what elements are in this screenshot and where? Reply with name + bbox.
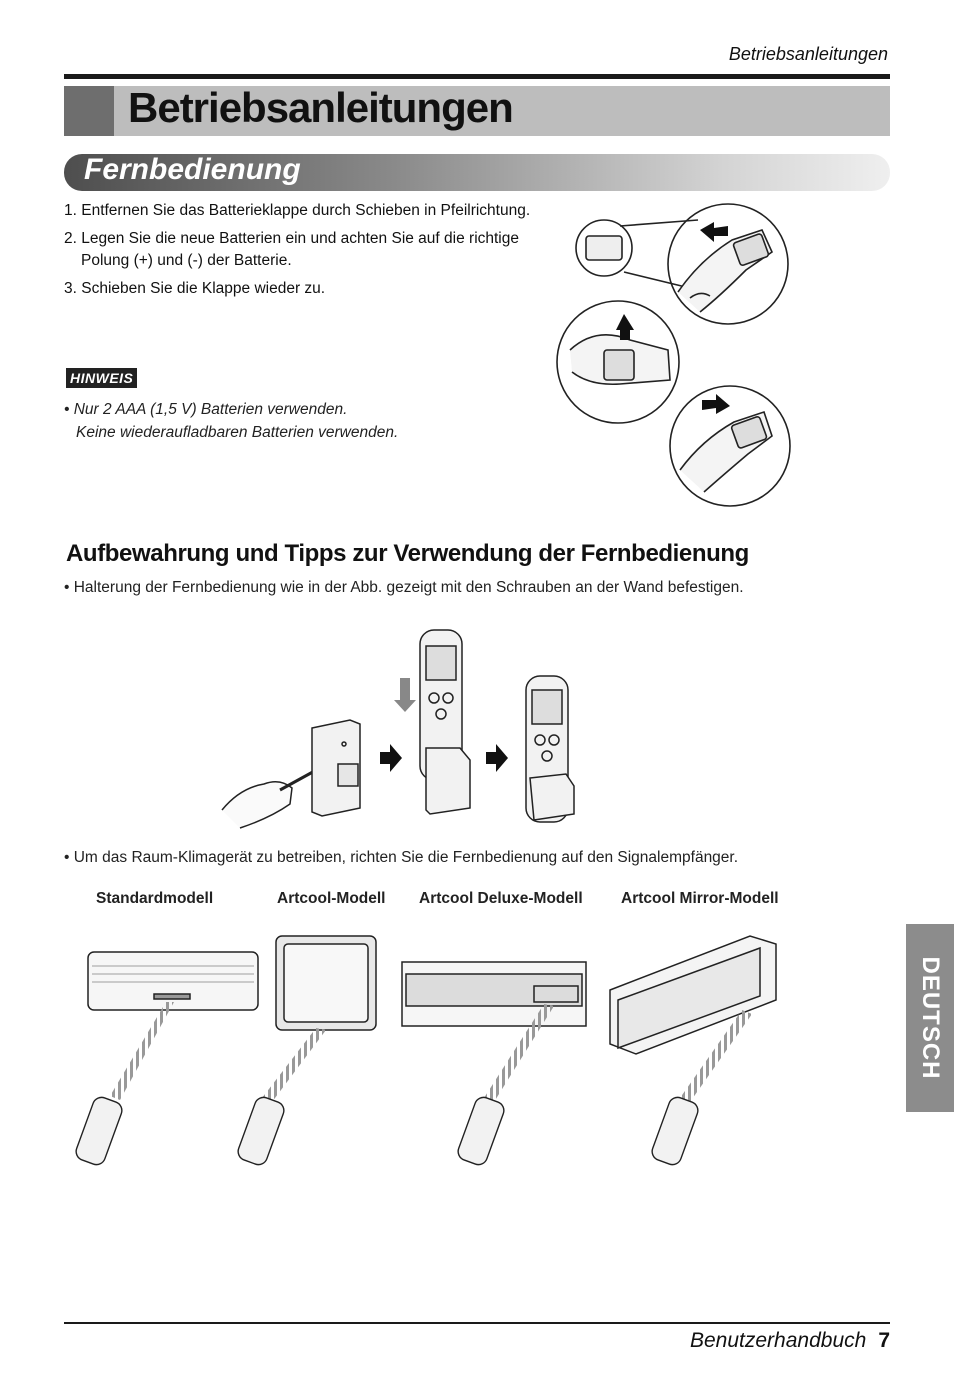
model-label-standard: Standardmodell [96,890,214,907]
model-label-artcool: Artcool-Modell [277,890,386,907]
arrow-left-icon [700,222,728,242]
step-1: 1. Entfernen Sie das Batterieklappe durch Schieben in Pfeilrichtung. [64,202,531,219]
footer-label: Benutzerhandbuch [690,1329,867,1352]
storage-bullet-1: • Halterung der Fernbedienung wie in der Abb. gezeigt mit den Schrauben an der Wand befestigen. [64,579,744,596]
arrow-right-icon [380,744,402,772]
remote-icon [74,1095,125,1167]
storage-bullet-2: • Um das Raum-Klimagerät zu betreiben, richten Sie die Fernbedienung auf den Signalempfänger. [64,849,739,866]
storage-heading: Aufbewahrung und Tipps zur Verwendung der Fernbedienung [66,540,749,567]
battery-steps [64,200,564,306]
note-line-2: Keine wiederaufladbaren Batterien verwenden. [76,424,399,441]
step-3: 3. Schieben Sie die Klappe wieder zu. [64,280,326,297]
arrow-down-icon [394,678,416,712]
remote-icon [456,1095,507,1167]
page-title: Betriebsanleitungen [128,84,513,131]
note-line-1: • Nur 2 AAA (1,5 V) Batterien verwenden. [64,401,348,418]
models-illustration [70,930,790,1170]
bottom-rule [64,1322,890,1324]
note-text [64,398,484,444]
holder-illustration [220,628,590,834]
note-label: HINWEIS [66,368,137,388]
battery-illustrations [550,200,800,512]
model-label-mirror: Artcool Mirror-Modell [621,890,779,907]
step-2: 2. Legen Sie die neue Batterien ein und achten Sie auf die richtige Polung (+) und (-) der Batterie. [64,230,519,269]
standard-unit-icon [88,952,258,1010]
signal-beam-icon [262,1028,326,1102]
page-number: 7 [878,1329,890,1352]
language-tab-label: DEUTSCH [917,956,944,1080]
arrow-right-icon [702,394,730,414]
remote-icon [236,1095,287,1167]
title-block [64,86,114,136]
remote-icon [650,1095,701,1167]
signal-beam-icon [110,1002,174,1100]
running-header: Betriebsanleitungen [728,44,888,64]
section-title: Fernbedienung [84,153,301,186]
top-rule [64,74,890,79]
model-label-deluxe: Artcool Deluxe-Modell [419,890,583,907]
arrow-right-icon [486,744,508,772]
footer [690,1329,890,1353]
